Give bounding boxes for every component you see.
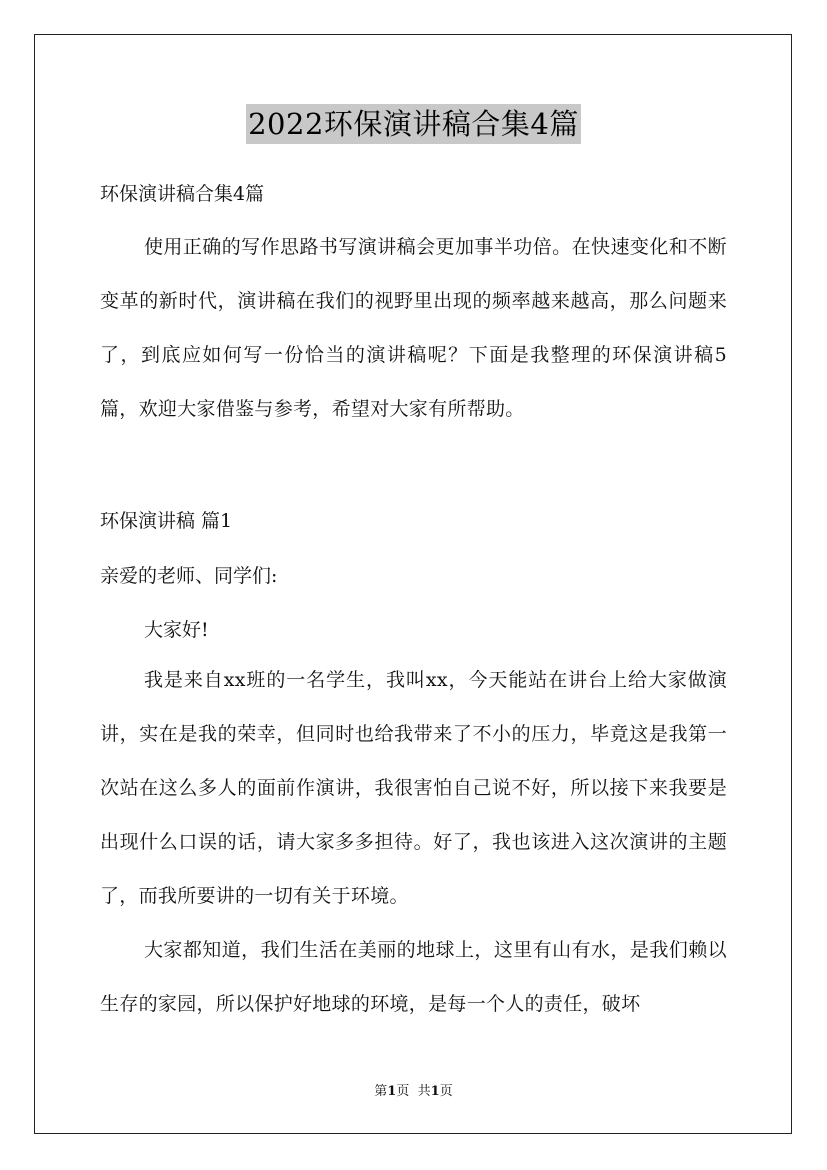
page-prefix: 第	[374, 1084, 388, 1099]
total-suffix: 页	[439, 1084, 453, 1099]
title-container	[0, 104, 827, 144]
section-heading: 环保演讲稿 篇1	[100, 510, 233, 532]
document-title: 2022环保演讲稿合集4篇	[246, 104, 581, 144]
total-prefix: 共	[417, 1084, 431, 1099]
page-suffix: 页	[396, 1084, 410, 1099]
salutation: 亲爱的老师、同学们:	[100, 565, 278, 587]
total-pages: 1	[430, 1084, 440, 1099]
intro-paragraph: 使用正确的写作思路书写演讲稿会更加事半功倍。在快速变化和不断变革的新时代，演讲稿在我们的视野里出现的频率越来越高，那么问题来了，到底应如何写一份恰当的演讲稿呢？下面是我整理的环保演讲稿5篇，欢迎大家借鉴与参考，希望对大家有所帮助。	[100, 236, 727, 420]
page-number: 1	[387, 1084, 397, 1099]
body-paragraph-2: 大家都知道，我们生活在美丽的地球上，这里有山有水，是我们赖以生存的家园，所以保护好地球的环境，是每一个人的责任，破坏	[100, 939, 727, 1015]
page-footer	[0, 1083, 827, 1101]
greeting: 大家好!	[144, 619, 209, 641]
body-paragraph-1: 我是来自xx班的一名学生，我叫xx，今天能站在讲台上给大家做演讲，实在是我的荣幸，但同时也给我带来了不小的压力，毕竟这是我第一次站在这么多人的面前作演讲，我很害怕自己说不好，所以接下来我要是出现什么口误的话，请大家多多担待。好了，我也该进入这次演讲的主题了，而我所要讲的一切有关于环境。	[100, 669, 727, 907]
document-subtitle: 环保演讲稿合集4篇	[100, 183, 265, 205]
